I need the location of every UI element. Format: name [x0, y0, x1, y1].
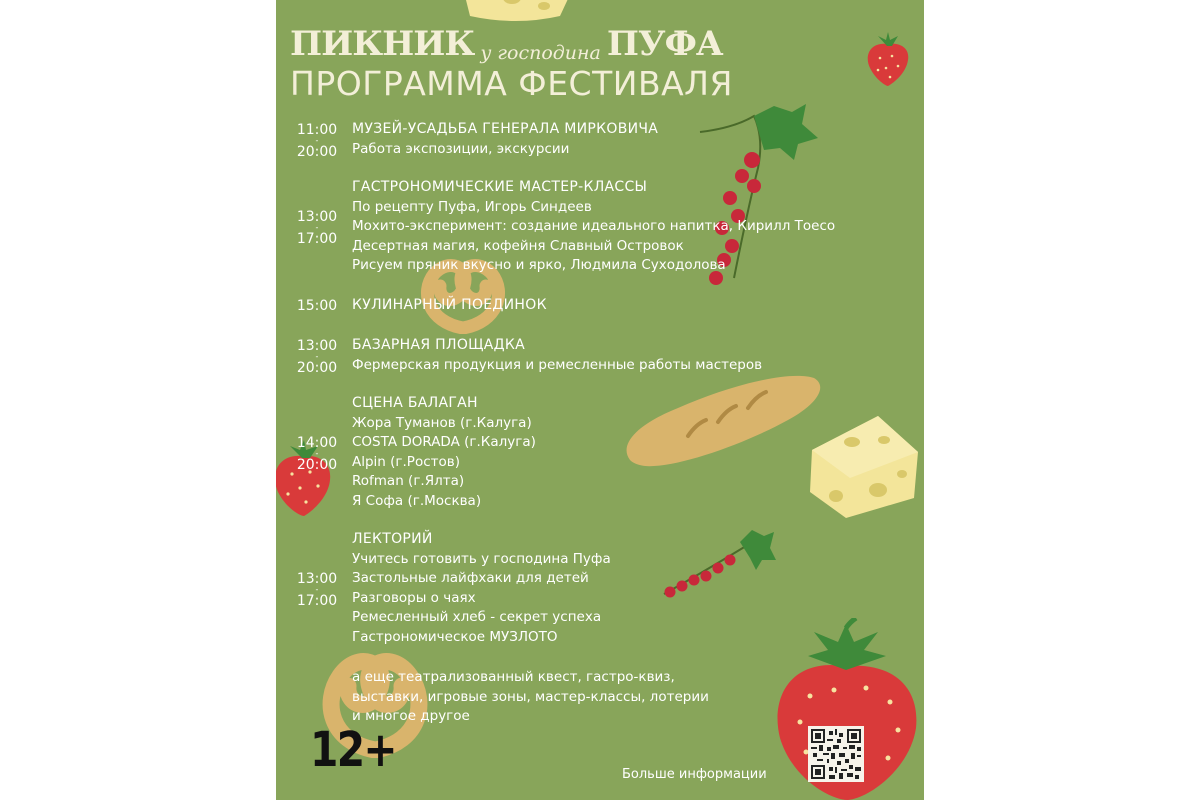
- time-range: [284, 296, 350, 316]
- time-range: 14:00 - 20:00: [296, 435, 338, 473]
- program-heading: КУЛИНАРНЫЙ ПОЕДИНОК: [352, 297, 547, 313]
- extra-line: а еще театрализованный квест, гастро-квиз,: [352, 669, 675, 685]
- extra-line: и многое другое: [352, 708, 470, 724]
- extra-line: выставки, игровые зоны, мастер-классы, лотерии: [352, 688, 709, 705]
- program-lines: [352, 336, 912, 375]
- more-info-label: Больше информации: [622, 767, 767, 782]
- page-title: ПРОГРАММА ФЕСТИВАЛЯ: [290, 64, 733, 103]
- program-item: Гастрономическое МУЗЛОТО: [352, 628, 558, 645]
- festival-name-small: у господина: [480, 42, 601, 64]
- program-item: По рецепту Пуфа, Игорь Синдеев: [352, 198, 592, 215]
- strawberry-icon: [862, 30, 912, 88]
- time-end: 20:00: [296, 360, 338, 376]
- program-item: Alpin (г.Ростов): [352, 453, 460, 470]
- time-range: 13:00 - 17:00: [296, 209, 338, 247]
- program-heading: ГАСТРОНОМИЧЕСКИЕ МАСТЕР-КЛАССЫ: [352, 179, 648, 195]
- program-item: Застольные лайфхаки для детей: [352, 570, 589, 586]
- time-start: 13:00: [296, 571, 338, 587]
- program-item: Фермерская продукция и ремесленные работы мастеров: [352, 356, 763, 373]
- program-heading: БАЗАРНАЯ ПЛОЩАДКА: [352, 337, 525, 353]
- program-item: COSTA DORADA (г.Калуга): [352, 434, 536, 450]
- time-end: 17:00: [296, 593, 338, 609]
- time-end: 20:00: [296, 144, 338, 160]
- time-end: 17:00: [296, 231, 338, 247]
- program-lines: [352, 530, 912, 647]
- time-range: 11:00 - 20:00: [296, 122, 338, 160]
- program-lines: [352, 296, 912, 316]
- program-item: Работа экспозиции, экскурсии: [352, 140, 570, 157]
- program-heading: ЛЕКТОРИЙ: [352, 531, 433, 547]
- program-heading: МУЗЕЙ-УСАДЬБА ГЕНЕРАЛА МИРКОВИЧА: [352, 121, 659, 137]
- time-range: 13:00 - 17:00: [296, 571, 338, 609]
- extra-activities: [352, 668, 709, 727]
- qr-code-icon[interactable]: [808, 726, 864, 782]
- age-rating: 12+: [310, 722, 396, 778]
- time-end: 20:00: [296, 457, 338, 473]
- festival-poster: [276, 0, 924, 800]
- time-range: 13:00 - 20:00: [296, 338, 338, 376]
- program-lines: [352, 394, 912, 511]
- time-start: 14:00: [296, 435, 338, 451]
- festival-name-part2: ПУФА: [606, 24, 723, 64]
- program-item: Жора Туманов (г.Калуга): [352, 414, 532, 431]
- time-start: 13:00: [296, 338, 338, 354]
- program-heading: СЦЕНА БАЛАГАН: [352, 395, 478, 411]
- program-item: Rofman (г.Ялта): [352, 473, 465, 489]
- program-item: Я Софа (г.Москва): [352, 492, 482, 509]
- time-start: 13:00: [296, 209, 338, 225]
- time-start: 15:00: [296, 298, 338, 314]
- program-item: Рисуем пряник вкусно и ярко, Людмила Суходолова: [352, 257, 726, 273]
- program-item: Ремесленный хлеб - секрет успеха: [352, 609, 602, 625]
- festival-name-part1: ПИКНИК: [290, 24, 475, 64]
- time-start: 11:00: [296, 122, 338, 138]
- program-item: Учитесь готовить у господина Пуфа: [352, 550, 611, 567]
- program-item: Разговоры о чаях: [352, 589, 476, 606]
- program-lines: [352, 120, 912, 159]
- program-item: Десертная магия, кофейня Славный Островок: [352, 237, 684, 254]
- program-item: Мохито-эксперимент: создание идеального напитка, Кирилл Тоесо: [352, 218, 836, 234]
- festival-name: [290, 24, 723, 64]
- program-lines: [352, 178, 912, 276]
